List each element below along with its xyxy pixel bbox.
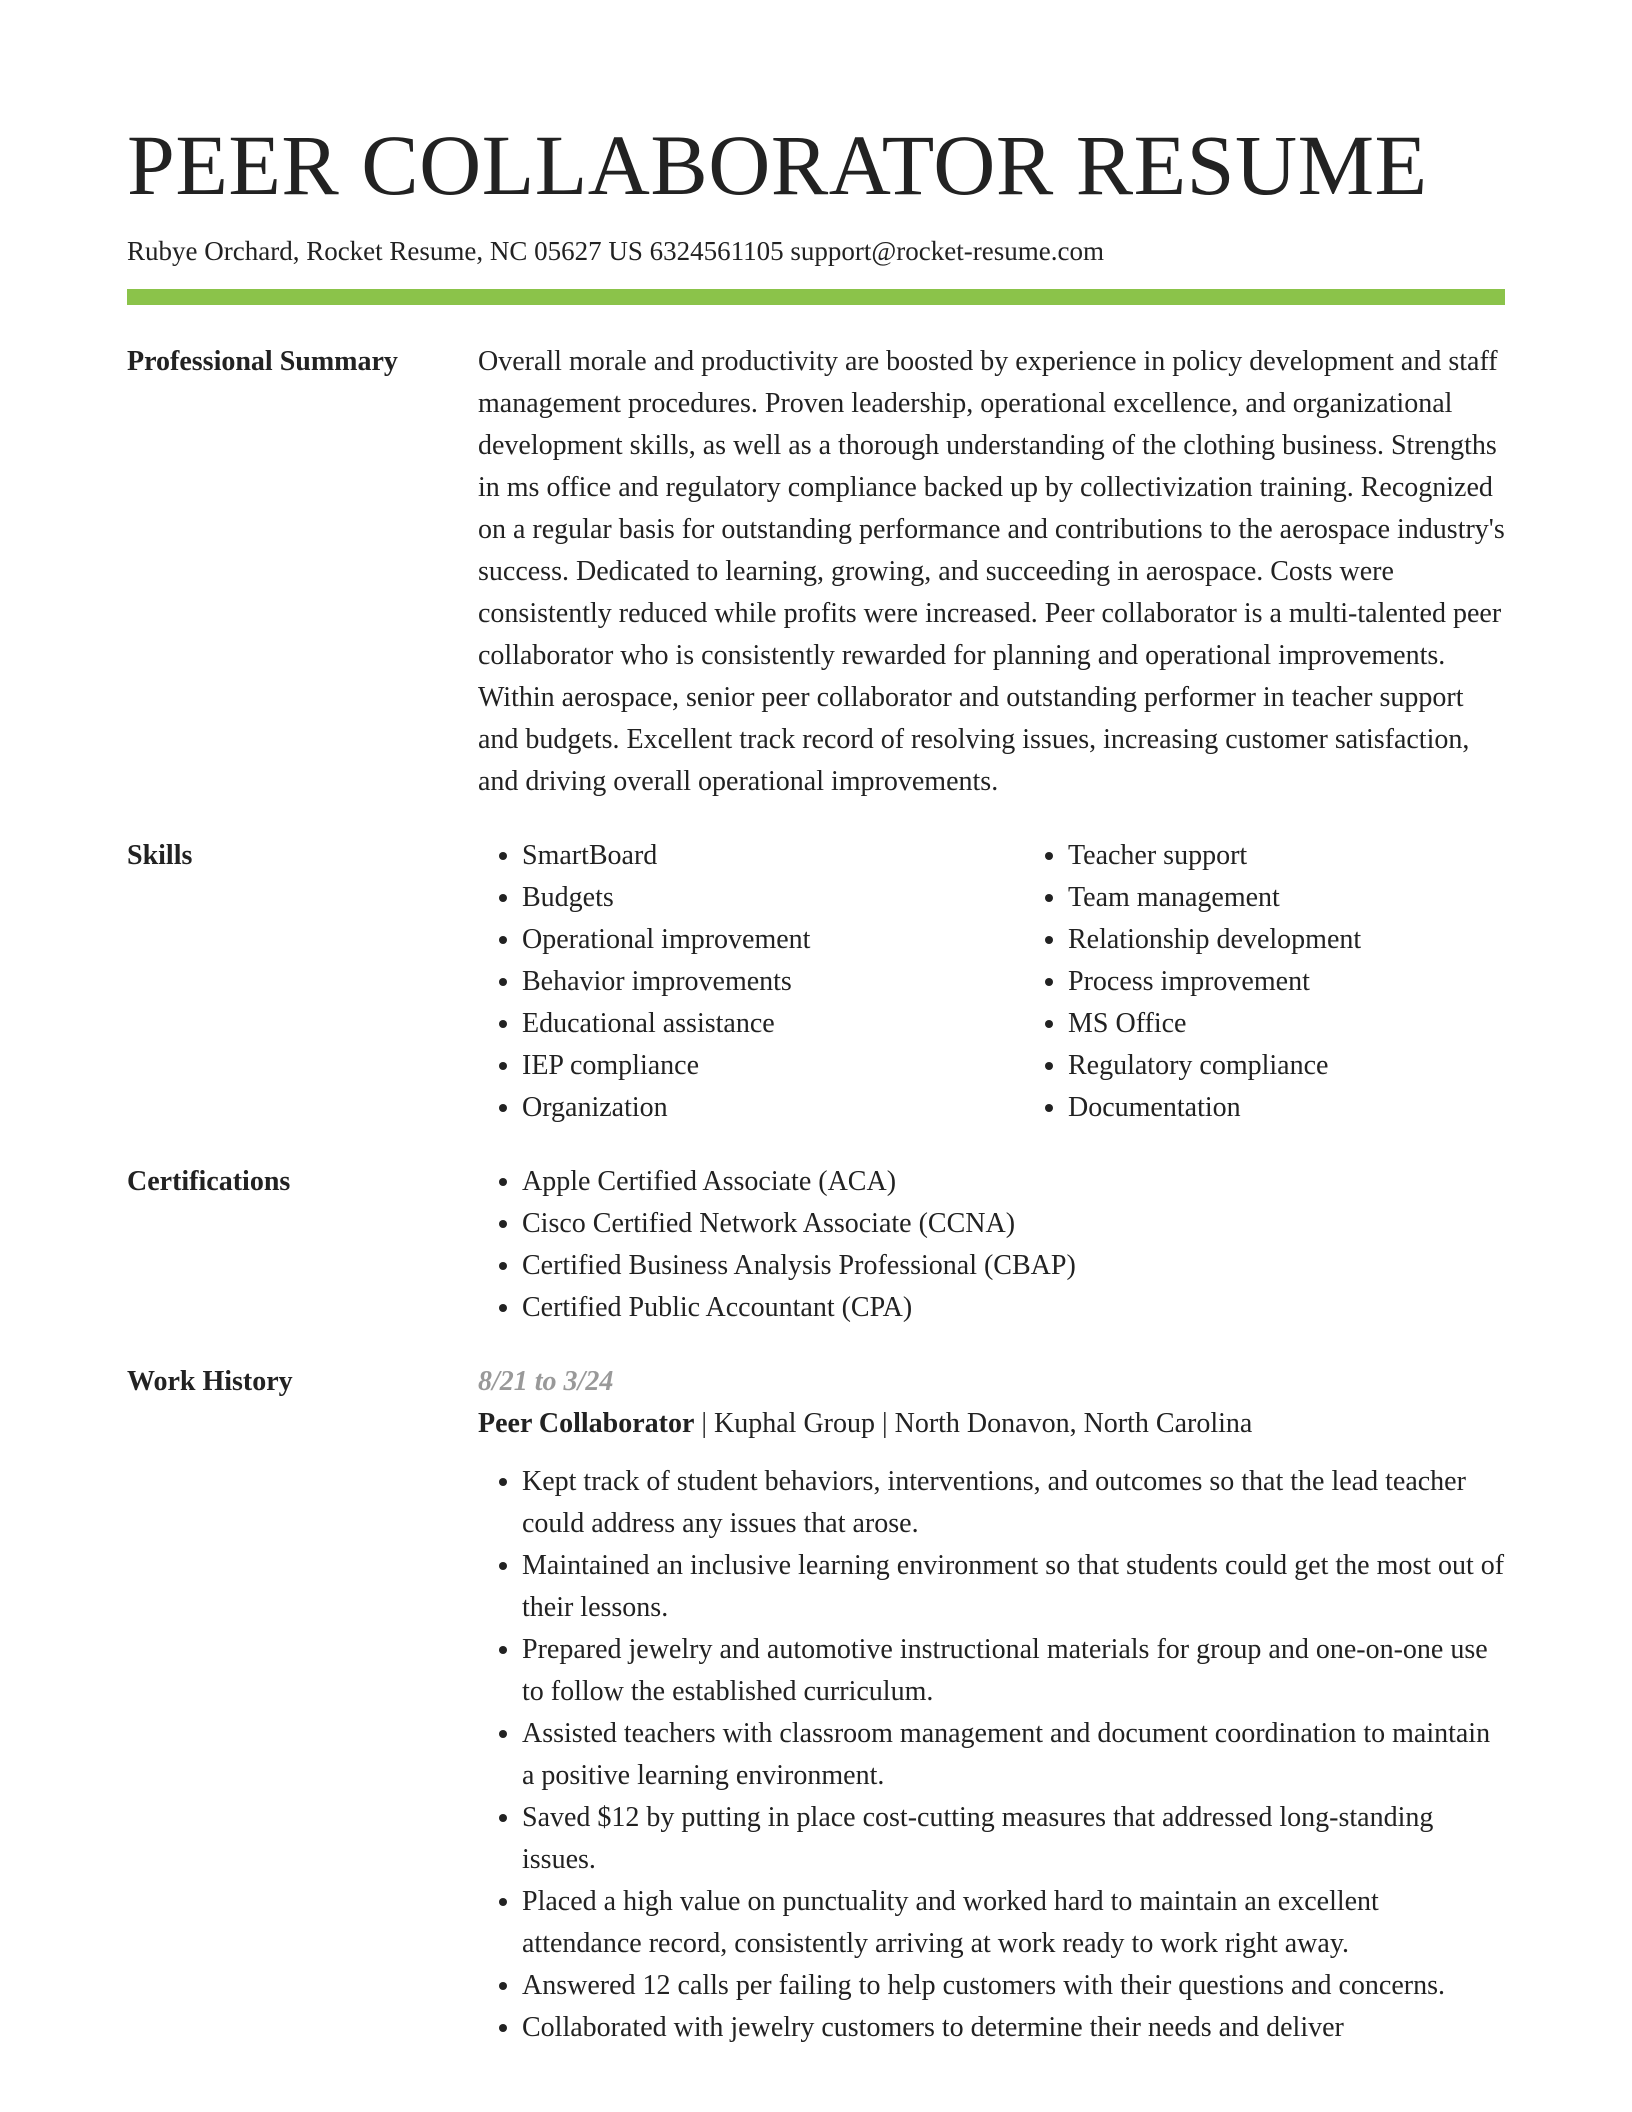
summary-section [127,341,1505,803]
contact-line: Rubye Orchard, Rocket Resume, NC 05627 US 6324561105 support@rocket-resume.com [127,235,1104,266]
job-bullet: • Answered 12 calls per failing to help customers with their questions and concerns. [522,1965,1505,2007]
skill-item: • Behavior improvements [522,961,1024,1003]
job-bullet: • Placed a high value on punctuality and worked hard to maintain an excellent attendance record, consistently arriving at work ready to work right away. [522,1881,1505,1965]
skill-item: • Process improvement [1068,961,1570,1003]
resume-title: PEER COLLABORATOR RESUME [127,117,1428,213]
skill-item: • SmartBoard [522,835,1024,877]
certification-item: • Cisco Certified Network Associate (CCNA) [522,1203,1505,1245]
skill-item: • Documentation [1068,1087,1570,1129]
certifications-list [478,1161,1505,1329]
section-heading-summary: Professional Summary [127,345,398,377]
skill-item: • Educational assistance [522,1003,1024,1045]
section-heading-work-history: Work History [127,1365,293,1397]
certification-item: • Certified Public Accountant (CPA) [522,1287,1505,1329]
job-bullet: • Collaborated with jewelry customers to determine their needs and deliver [522,2007,1505,2049]
skill-item: • Relationship development [1068,919,1570,961]
job-header [478,1403,1505,1445]
skills-section [127,835,1505,1129]
job-dates: 8/21 to 3/24 [478,1365,614,1397]
job-entry [478,1361,1505,2049]
skill-item: • Team management [1068,877,1570,919]
job-title: Peer Collaborator [478,1407,695,1439]
job-bullet: • Kept track of student behaviors, interventions, and outcomes so that the lead teacher could address any issues that arose. [522,1461,1505,1545]
skills-list-right [1024,835,1570,1129]
job-responsibilities [478,1461,1505,2049]
job-company-location: | Kuphal Group | North Donavon, North Carolina [694,1407,1253,1439]
job-bullet: • Saved $12 by putting in place cost-cutting measures that addressed long-standing issues. [522,1797,1505,1881]
skill-item: • Regulatory compliance [1068,1045,1570,1087]
job-bullet: • Assisted teachers with classroom management and document coordination to maintain a positive learning environment. [522,1713,1505,1797]
accent-divider [127,289,1505,305]
skill-item: • Operational improvement [522,919,1024,961]
certifications-section [127,1161,1505,1329]
skill-item: • Teacher support [1068,835,1570,877]
certification-item: • Apple Certified Associate (ACA) [522,1161,1505,1203]
section-heading-certifications: Certifications [127,1165,291,1197]
skill-item: • Budgets [522,877,1024,919]
job-bullet: • Prepared jewelry and automotive instructional materials for group and one-on-one use to follow the established curriculum. [522,1629,1505,1713]
work-history-section [127,1361,1505,2049]
skill-item: • Organization [522,1087,1024,1129]
skills-list-left [478,835,1024,1129]
job-bullet: • Maintained an inclusive learning environment so that students could get the most out of their lessons. [522,1545,1505,1629]
summary-text: Overall morale and productivity are boosted by experience in policy development and staff management procedures. Proven leadership, operational excellence, and organizational development skills, as well as a thorough understanding of the clothing business. Strengths in ms office and regulatory compliance backed up by collectivization training. Recognized on a regular basis for outstanding performance and contributions to the aerospace industry's success. Dedicated to learning, growing, and succeeding in aerospace. Costs were consistently reduced while profits were increased. Peer collaborator is a multi-talented peer collaborator who is consistently rewarded for planning and operational improvements. Within aerospace, senior peer collaborator and outstanding performer in teacher support and budgets. Excellent track record of resolving issues, increasing customer satisfaction, and driving overall operational improvements. [478,345,1505,797]
section-heading-skills: Skills [127,839,193,871]
skill-item: • IEP compliance [522,1045,1024,1087]
skill-item: • MS Office [1068,1003,1570,1045]
certification-item: • Certified Business Analysis Professional (CBAP) [522,1245,1505,1287]
